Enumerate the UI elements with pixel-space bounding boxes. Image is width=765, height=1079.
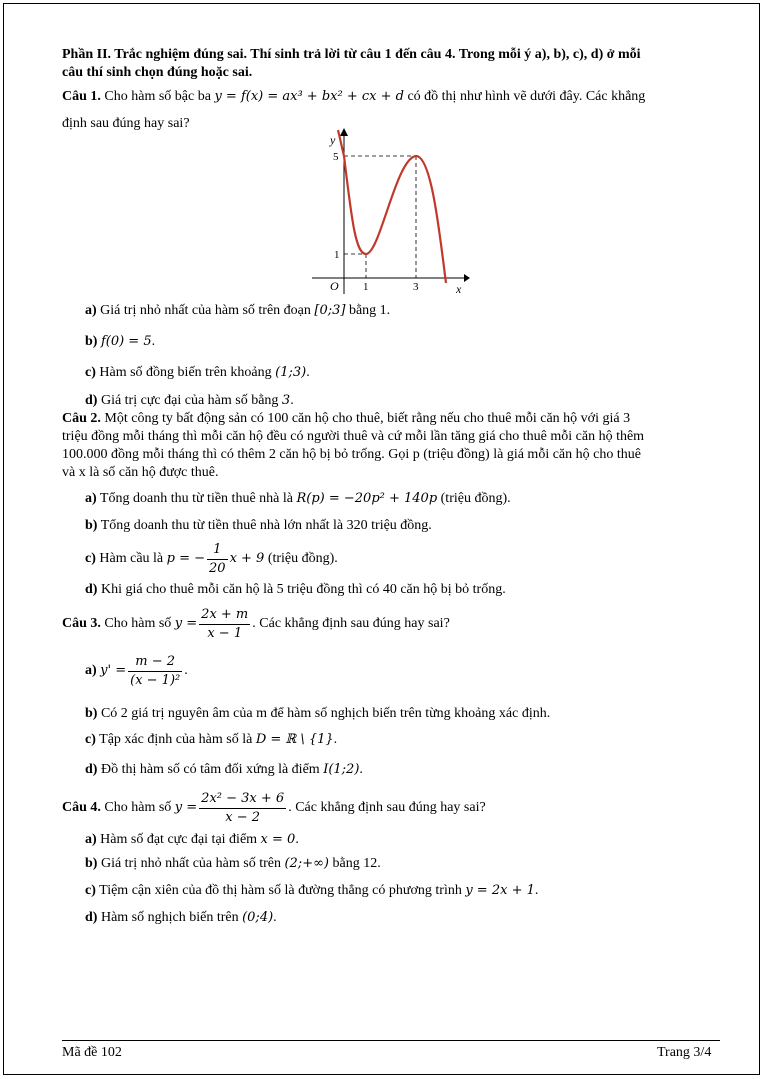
q2-stem-line-2: triệu đồng mỗi tháng thì mỗi căn hộ đều có người thuê và cứ mỗi lần tăng giá cho thuê mỗi căn hộ thêm: [62, 429, 645, 444]
q1-formula: y = f(x) = ax³ + bx² + cx + d: [214, 89, 404, 104]
page-number: Trang 3/4: [657, 1045, 712, 1060]
q2-option-b: b) Tổng doanh thu từ tiền thuê nhà lớn nhất là 320 triệu đồng.: [85, 518, 432, 533]
q1-option-c: c) Hàm số đồng biến trên khoảng (1;3).: [85, 365, 310, 380]
q4-fraction: $\frac{\text{2x² − 3x + 6}}{x - 2}$: [201, 790, 285, 825]
q4-option-a: a) Hàm số đạt cực đại tại điểm x = 0.: [85, 832, 299, 847]
cubic-function-graph: [310, 128, 470, 298]
q4-stem: Câu 4. Cho hàm số y = $\frac{\text{2x² − 3x + 6}}{x - 2}$ . Các khẳng định sau đúng hay sai?: [62, 790, 486, 825]
q4-option-c: c) Tiệm cận xiên của đồ thị hàm số là đường thẳng có phương trình y = 2x + 1.: [85, 883, 539, 898]
q2-option-d: d) Khi giá cho thuê mỗi căn hộ là 5 triệu đồng thì có 40 căn hộ bị bỏ trống.: [85, 582, 506, 597]
q4-option-b: b) Giá trị nhỏ nhất của hàm số trên (2;+∞) bằng 12.: [85, 856, 381, 871]
q1-label: Câu 1.: [62, 89, 101, 104]
q3-fraction: $\frac{2x + m}{x - 1}$: [201, 606, 249, 641]
q2-stem-line-1: Câu 2. Một công ty bất động sản có 100 căn hộ cho thuê, biết rằng nếu cho thuê mỗi căn hộ với giá 3: [62, 411, 631, 426]
section-heading-line-2: câu thí sinh chọn đúng hoặc sai.: [62, 65, 253, 80]
q1-option-b: b) f(0) = 5.: [85, 334, 156, 349]
q2-option-a: a) Tổng doanh thu từ tiền thuê nhà là R(p) = −20p² + 140p (triệu đồng).: [85, 491, 511, 506]
origin-label: O: [330, 279, 339, 293]
q2-option-c: c) Hàm cầu là p = − $\frac{1}{20}$ x + 9 (triệu đồng).: [85, 541, 338, 576]
y-tick-1: 1: [334, 249, 340, 261]
q3-option-c: c) Tập xác định của hàm số là D = ℝ \ {1}.: [85, 732, 338, 747]
y-axis-label: y: [330, 133, 336, 147]
q3-option-a: a) y' = $\frac{m - 2}{\text{(x − 1)²}}$ .: [85, 653, 188, 688]
q3-a-fraction: $\frac{m - 2}{\text{(x − 1)²}}$: [130, 653, 181, 688]
q3-stem: Câu 3. Cho hàm số y = $\frac{2x + m}{x - 1}$ . Các khẳng định sau đúng hay sai?: [62, 606, 450, 641]
q1-stem-c: định sau đúng hay sai?: [62, 116, 190, 131]
footer-rule: [62, 1040, 720, 1041]
y-axis-arrow: [340, 128, 348, 136]
q1-option-d: d) Giá trị cực đại của hàm số bằng 3.: [85, 393, 294, 408]
x-tick-1: 1: [363, 281, 369, 293]
cubic-curve: [344, 156, 446, 283]
q2-c-fraction: $\frac{1}{20}$: [209, 541, 226, 576]
q1-stem: [62, 88, 645, 106]
section-heading-line-1: Phần II. Trắc nghiệm đúng sai. Thí sinh trả lời từ câu 1 đến câu 4. Trong mỗi ý a), b), c), d) ở mỗi: [62, 47, 641, 62]
x-axis-label: x: [456, 282, 462, 296]
q1-stem-b: có đồ thị như hình vẽ dưới đây. Các khẳng: [407, 89, 646, 104]
q1-stem-a: Cho hàm số bậc ba: [104, 89, 211, 104]
q3-option-b: b) Có 2 giá trị nguyên âm của m để hàm số nghịch biến trên từng khoảng xác định.: [85, 706, 551, 721]
q2-stem-line-4: và x là số căn hộ được thuê.: [62, 465, 219, 480]
exam-code: Mã đề 102: [62, 1045, 122, 1060]
q4-option-d: d) Hàm số nghịch biến trên (0;4).: [85, 910, 277, 925]
x-tick-3: 3: [413, 281, 419, 293]
q2-stem-line-3: 100.000 đồng mỗi tháng thì có thêm 2 căn hộ bị bỏ trống. Gọi p (triệu đồng) là giá mỗi căn hộ cho thuê: [62, 447, 641, 462]
y-tick-5: 5: [333, 151, 339, 163]
q3-option-d: d) Đồ thị hàm số có tâm đối xứng là điểm I(1;2).: [85, 762, 363, 777]
x-axis-arrow: [464, 274, 470, 282]
q1-option-a: a) Giá trị nhỏ nhất của hàm số trên đoạn [0;3] bằng 1.: [85, 303, 391, 318]
